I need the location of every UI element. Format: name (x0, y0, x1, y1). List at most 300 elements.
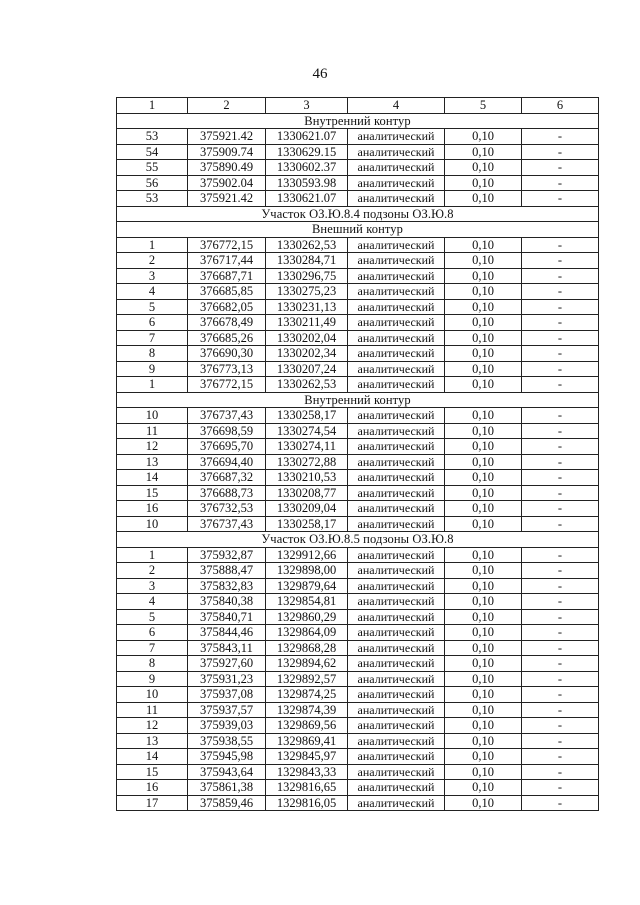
table-cell: 56 (117, 175, 188, 191)
table-cell: 0,10 (445, 268, 522, 284)
table-cell: 0,10 (445, 733, 522, 749)
table-row (117, 268, 599, 284)
table-cell: 55 (117, 160, 188, 176)
table-cell: 6 (117, 625, 188, 641)
table-cell: 8 (117, 656, 188, 672)
table-cell: 1330272,88 (266, 454, 348, 470)
table-cell: - (522, 408, 599, 424)
table-cell: - (522, 191, 599, 207)
table-cell: 0,10 (445, 687, 522, 703)
table-cell: 1330209,04 (266, 501, 348, 517)
table-row (117, 749, 599, 765)
table-row (117, 547, 599, 563)
table-row (117, 284, 599, 300)
table-cell: 1330202,34 (266, 346, 348, 362)
table-cell: - (522, 516, 599, 532)
table-cell: 375902.04 (188, 175, 266, 191)
table-cell: 0,10 (445, 439, 522, 455)
table-cell: 0,10 (445, 299, 522, 315)
table-cell: 0,10 (445, 780, 522, 796)
table-cell: 0,10 (445, 563, 522, 579)
table-row (117, 361, 599, 377)
table-cell: 375921.42 (188, 129, 266, 145)
table-cell: 8 (117, 346, 188, 362)
table-cell: - (522, 299, 599, 315)
table-cell: - (522, 470, 599, 486)
table-cell: 1329869,56 (266, 718, 348, 734)
table-cell: аналитический (348, 485, 445, 501)
section-title: Внутренний контур (117, 113, 599, 129)
table-cell: - (522, 485, 599, 501)
table-cell: 376737,43 (188, 408, 266, 424)
table-cell: 376685,26 (188, 330, 266, 346)
table-cell: 4 (117, 284, 188, 300)
section-title: Внутренний контур (117, 392, 599, 408)
header-cell: 1 (117, 98, 188, 114)
page-number: 46 (312, 66, 328, 82)
table-cell: аналитический (348, 408, 445, 424)
table-row (117, 408, 599, 424)
table-cell: 1330258,17 (266, 516, 348, 532)
table-cell: аналитический (348, 733, 445, 749)
table-cell: аналитический (348, 361, 445, 377)
table-cell: - (522, 144, 599, 160)
table-cell: аналитический (348, 702, 445, 718)
table-cell: 0,10 (445, 423, 522, 439)
table-cell: 1330258,17 (266, 408, 348, 424)
table-cell: 1329874,25 (266, 687, 348, 703)
table-cell: - (522, 578, 599, 594)
table-cell: - (522, 563, 599, 579)
table-row (117, 423, 599, 439)
table-cell: 376772,15 (188, 377, 266, 393)
table-cell: - (522, 780, 599, 796)
table-cell: 375931,23 (188, 671, 266, 687)
table-cell: 376682,05 (188, 299, 266, 315)
table-cell: аналитический (348, 175, 445, 191)
header-cell: 2 (188, 98, 266, 114)
table-cell: - (522, 687, 599, 703)
table-cell: 7 (117, 330, 188, 346)
table-cell: 5 (117, 299, 188, 315)
table-cell: 14 (117, 749, 188, 765)
table-cell: - (522, 160, 599, 176)
table-cell: аналитический (348, 454, 445, 470)
table-cell: 375843,11 (188, 640, 266, 656)
table-cell: 7 (117, 640, 188, 656)
table-cell: 375859,46 (188, 795, 266, 811)
table-cell: 0,10 (445, 656, 522, 672)
coordinates-table (116, 97, 599, 811)
table-cell: - (522, 346, 599, 362)
table-cell: 376773,13 (188, 361, 266, 377)
table-cell: 1330284,71 (266, 253, 348, 269)
table-cell: 1329816,65 (266, 780, 348, 796)
table-cell: 0,10 (445, 640, 522, 656)
table-cell: 0,10 (445, 253, 522, 269)
table-row (117, 609, 599, 625)
table-cell: аналитический (348, 129, 445, 145)
table-cell: 1 (117, 547, 188, 563)
table-cell: 1330274,11 (266, 439, 348, 455)
table-cell: 376690,30 (188, 346, 266, 362)
table-row (117, 485, 599, 501)
table-row (117, 160, 599, 176)
table-cell: 0,10 (445, 671, 522, 687)
table-cell: аналитический (348, 547, 445, 563)
table-cell: 375832,83 (188, 578, 266, 594)
table-cell: 6 (117, 315, 188, 331)
table-cell: 1329892,57 (266, 671, 348, 687)
table-cell: - (522, 377, 599, 393)
table-cell: 376687,32 (188, 470, 266, 486)
table-row (117, 253, 599, 269)
table-cell: 1329860,29 (266, 609, 348, 625)
table-cell: аналитический (348, 144, 445, 160)
table-cell: 375840,38 (188, 594, 266, 610)
table-cell: аналитический (348, 253, 445, 269)
table-cell: аналитический (348, 501, 445, 517)
table-cell: 5 (117, 609, 188, 625)
table-cell: 53 (117, 129, 188, 145)
table-cell: - (522, 129, 599, 145)
table-row (117, 330, 599, 346)
table-cell: 16 (117, 501, 188, 517)
table-row (117, 439, 599, 455)
table-cell: 0,10 (445, 625, 522, 641)
table-cell: 14 (117, 470, 188, 486)
header-cell: 4 (348, 98, 445, 114)
table-cell: 1329854,81 (266, 594, 348, 610)
table-row (117, 733, 599, 749)
table-cell: 375932,87 (188, 547, 266, 563)
table-row (117, 795, 599, 811)
table-cell: 0,10 (445, 594, 522, 610)
table-cell: аналитический (348, 423, 445, 439)
table-cell: - (522, 594, 599, 610)
table-cell: 375844,46 (188, 625, 266, 641)
table-cell: 12 (117, 718, 188, 734)
table-cell: 0,10 (445, 160, 522, 176)
table-cell: - (522, 423, 599, 439)
table-cell: аналитический (348, 780, 445, 796)
table-cell: 17 (117, 795, 188, 811)
table-cell: аналитический (348, 439, 445, 455)
table-row (117, 501, 599, 517)
table-cell: 10 (117, 408, 188, 424)
table-cell: 0,10 (445, 578, 522, 594)
table-cell: аналитический (348, 191, 445, 207)
table-row (117, 702, 599, 718)
section-row (117, 532, 599, 548)
table-cell: - (522, 284, 599, 300)
header-cell: 3 (266, 98, 348, 114)
table-cell: 15 (117, 764, 188, 780)
table-cell: 13 (117, 454, 188, 470)
table-row (117, 346, 599, 362)
section-row (117, 113, 599, 129)
table-cell: - (522, 749, 599, 765)
section-row (117, 392, 599, 408)
table-cell: 1330210,53 (266, 470, 348, 486)
table-cell: 1329868,28 (266, 640, 348, 656)
table-cell: 1330621.07 (266, 129, 348, 145)
table-cell: - (522, 547, 599, 563)
table-cell: 375888,47 (188, 563, 266, 579)
table-cell: - (522, 330, 599, 346)
table-cell: 1329894,62 (266, 656, 348, 672)
table-cell: 0,10 (445, 346, 522, 362)
table-cell: 376732,53 (188, 501, 266, 517)
table-cell: 11 (117, 423, 188, 439)
table-cell: 0,10 (445, 284, 522, 300)
table-cell: 1 (117, 377, 188, 393)
table-cell: 0,10 (445, 501, 522, 517)
table-cell: 0,10 (445, 377, 522, 393)
table-cell: 11 (117, 702, 188, 718)
table-row (117, 454, 599, 470)
table-cell: аналитический (348, 749, 445, 765)
section-title: Участок ОЗ.Ю.8.5 подзоны ОЗ.Ю.8 (117, 532, 599, 548)
section-row (117, 222, 599, 238)
table-row (117, 764, 599, 780)
table-cell: 375861,38 (188, 780, 266, 796)
table-row (117, 640, 599, 656)
table-cell: 1330202,04 (266, 330, 348, 346)
table-cell: 375938,55 (188, 733, 266, 749)
section-title: Внешний контур (117, 222, 599, 238)
table-row (117, 299, 599, 315)
table-cell: 1330208,77 (266, 485, 348, 501)
table-cell: аналитический (348, 609, 445, 625)
table-cell: - (522, 733, 599, 749)
table-cell: 1330602.37 (266, 160, 348, 176)
table-row (117, 237, 599, 253)
table-cell: 1329898,00 (266, 563, 348, 579)
table-cell: 375921.42 (188, 191, 266, 207)
table-row (117, 175, 599, 191)
table-cell: 1330231,13 (266, 299, 348, 315)
table-cell: - (522, 764, 599, 780)
table-cell: 376687,71 (188, 268, 266, 284)
table-row (117, 315, 599, 331)
table-cell: - (522, 671, 599, 687)
table-cell: 0,10 (445, 144, 522, 160)
table-cell: 1329864,09 (266, 625, 348, 641)
table-row (117, 578, 599, 594)
table-cell: аналитический (348, 640, 445, 656)
table-cell: 376717,44 (188, 253, 266, 269)
table-cell: 1329869,41 (266, 733, 348, 749)
table-cell: 1330296,75 (266, 268, 348, 284)
table-cell: 0,10 (445, 516, 522, 532)
table-cell: 1330262,53 (266, 377, 348, 393)
table-cell: 1330621.07 (266, 191, 348, 207)
table-cell: - (522, 501, 599, 517)
table-cell: - (522, 253, 599, 269)
table-cell: 1329816,05 (266, 795, 348, 811)
table-cell: 13 (117, 733, 188, 749)
table-cell: 0,10 (445, 408, 522, 424)
table-cell: 376737,43 (188, 516, 266, 532)
table-cell: 54 (117, 144, 188, 160)
table-cell: 376698,59 (188, 423, 266, 439)
table-cell: 376772,15 (188, 237, 266, 253)
table-cell: 1329843,33 (266, 764, 348, 780)
table-row (117, 516, 599, 532)
table-cell: 0,10 (445, 718, 522, 734)
table-row (117, 563, 599, 579)
table-cell: 10 (117, 516, 188, 532)
table-cell: 0,10 (445, 361, 522, 377)
table-cell: 0,10 (445, 702, 522, 718)
table-cell: аналитический (348, 795, 445, 811)
table-cell: 376678,49 (188, 315, 266, 331)
table-cell: 375890.49 (188, 160, 266, 176)
table-cell: аналитический (348, 330, 445, 346)
table-row (117, 144, 599, 160)
table-cell: 3 (117, 578, 188, 594)
table-cell: 375937,57 (188, 702, 266, 718)
table-cell: 12 (117, 439, 188, 455)
table-cell: 376688,73 (188, 485, 266, 501)
table-cell: - (522, 718, 599, 734)
table-cell: аналитический (348, 671, 445, 687)
table-cell: аналитический (348, 578, 445, 594)
table-cell: 1330211,49 (266, 315, 348, 331)
table-cell: 4 (117, 594, 188, 610)
table-cell: аналитический (348, 284, 445, 300)
table-cell: 1330262,53 (266, 237, 348, 253)
table-cell: 0,10 (445, 129, 522, 145)
table-cell: аналитический (348, 377, 445, 393)
table-row (117, 671, 599, 687)
table-cell: аналитический (348, 160, 445, 176)
table-cell: 9 (117, 361, 188, 377)
table-cell: - (522, 609, 599, 625)
table-cell: 375945,98 (188, 749, 266, 765)
table-cell: - (522, 439, 599, 455)
table-cell: 375937,08 (188, 687, 266, 703)
table-cell: - (522, 175, 599, 191)
table-cell: 3 (117, 268, 188, 284)
section-row (117, 206, 599, 222)
table-cell: 1329912,66 (266, 547, 348, 563)
table-cell: аналитический (348, 315, 445, 331)
table-cell: 15 (117, 485, 188, 501)
table-cell: 375927,60 (188, 656, 266, 672)
table-cell: 1330274,54 (266, 423, 348, 439)
table-cell: 375840,71 (188, 609, 266, 625)
table-cell: аналитический (348, 594, 445, 610)
table-cell: 1330629.15 (266, 144, 348, 160)
table-body (117, 98, 599, 811)
table-cell: 376685,85 (188, 284, 266, 300)
table-cell: 2 (117, 253, 188, 269)
table-cell: 10 (117, 687, 188, 703)
table-cell: - (522, 268, 599, 284)
table-cell: 1329874,39 (266, 702, 348, 718)
table-row (117, 470, 599, 486)
table-cell: 0,10 (445, 609, 522, 625)
table-cell: 375909.74 (188, 144, 266, 160)
table-cell: 16 (117, 780, 188, 796)
table-cell: 1 (117, 237, 188, 253)
table-cell: аналитический (348, 268, 445, 284)
table-row (117, 625, 599, 641)
table-cell: - (522, 454, 599, 470)
table-row (117, 656, 599, 672)
table-cell: - (522, 640, 599, 656)
header-cell: 6 (522, 98, 599, 114)
table-cell: аналитический (348, 237, 445, 253)
table-cell: аналитический (348, 516, 445, 532)
table-cell: 1330275,23 (266, 284, 348, 300)
table-cell: 0,10 (445, 315, 522, 331)
table-cell: - (522, 656, 599, 672)
table-cell: - (522, 361, 599, 377)
table-cell: 0,10 (445, 454, 522, 470)
table-cell: аналитический (348, 625, 445, 641)
table-cell: 0,10 (445, 764, 522, 780)
table-cell: 1330207,24 (266, 361, 348, 377)
table-cell: - (522, 795, 599, 811)
table-cell: 0,10 (445, 330, 522, 346)
table-cell: 0,10 (445, 175, 522, 191)
table-cell: 376694,40 (188, 454, 266, 470)
table-cell: - (522, 702, 599, 718)
header-cell: 5 (445, 98, 522, 114)
table-cell: - (522, 625, 599, 641)
table-row (117, 594, 599, 610)
table-cell: 376695,70 (188, 439, 266, 455)
table-cell: 375943,64 (188, 764, 266, 780)
table-row (117, 191, 599, 207)
table-cell: аналитический (348, 299, 445, 315)
table-cell: 1329879,64 (266, 578, 348, 594)
table-cell: аналитический (348, 563, 445, 579)
table-cell: аналитический (348, 470, 445, 486)
table-cell: 0,10 (445, 470, 522, 486)
section-title: Участок ОЗ.Ю.8.4 подзоны ОЗ.Ю.8 (117, 206, 599, 222)
table-cell: аналитический (348, 656, 445, 672)
table-cell: 0,10 (445, 795, 522, 811)
table-row (117, 129, 599, 145)
table-row (117, 780, 599, 796)
table-cell: аналитический (348, 687, 445, 703)
table-row (117, 377, 599, 393)
table-cell: 0,10 (445, 191, 522, 207)
table-cell: 0,10 (445, 237, 522, 253)
header-row (117, 98, 599, 114)
table-cell: 1329845,97 (266, 749, 348, 765)
table-cell: 2 (117, 563, 188, 579)
table-cell: аналитический (348, 718, 445, 734)
table-cell: 0,10 (445, 485, 522, 501)
table-cell: - (522, 237, 599, 253)
table-cell: аналитический (348, 764, 445, 780)
table-row (117, 687, 599, 703)
table-cell: 53 (117, 191, 188, 207)
table-cell: - (522, 315, 599, 331)
table-cell: 1330593.98 (266, 175, 348, 191)
table-cell: 375939,03 (188, 718, 266, 734)
table-cell: 0,10 (445, 547, 522, 563)
table-cell: 9 (117, 671, 188, 687)
table-cell: аналитический (348, 346, 445, 362)
table-row (117, 718, 599, 734)
table-cell: 0,10 (445, 749, 522, 765)
